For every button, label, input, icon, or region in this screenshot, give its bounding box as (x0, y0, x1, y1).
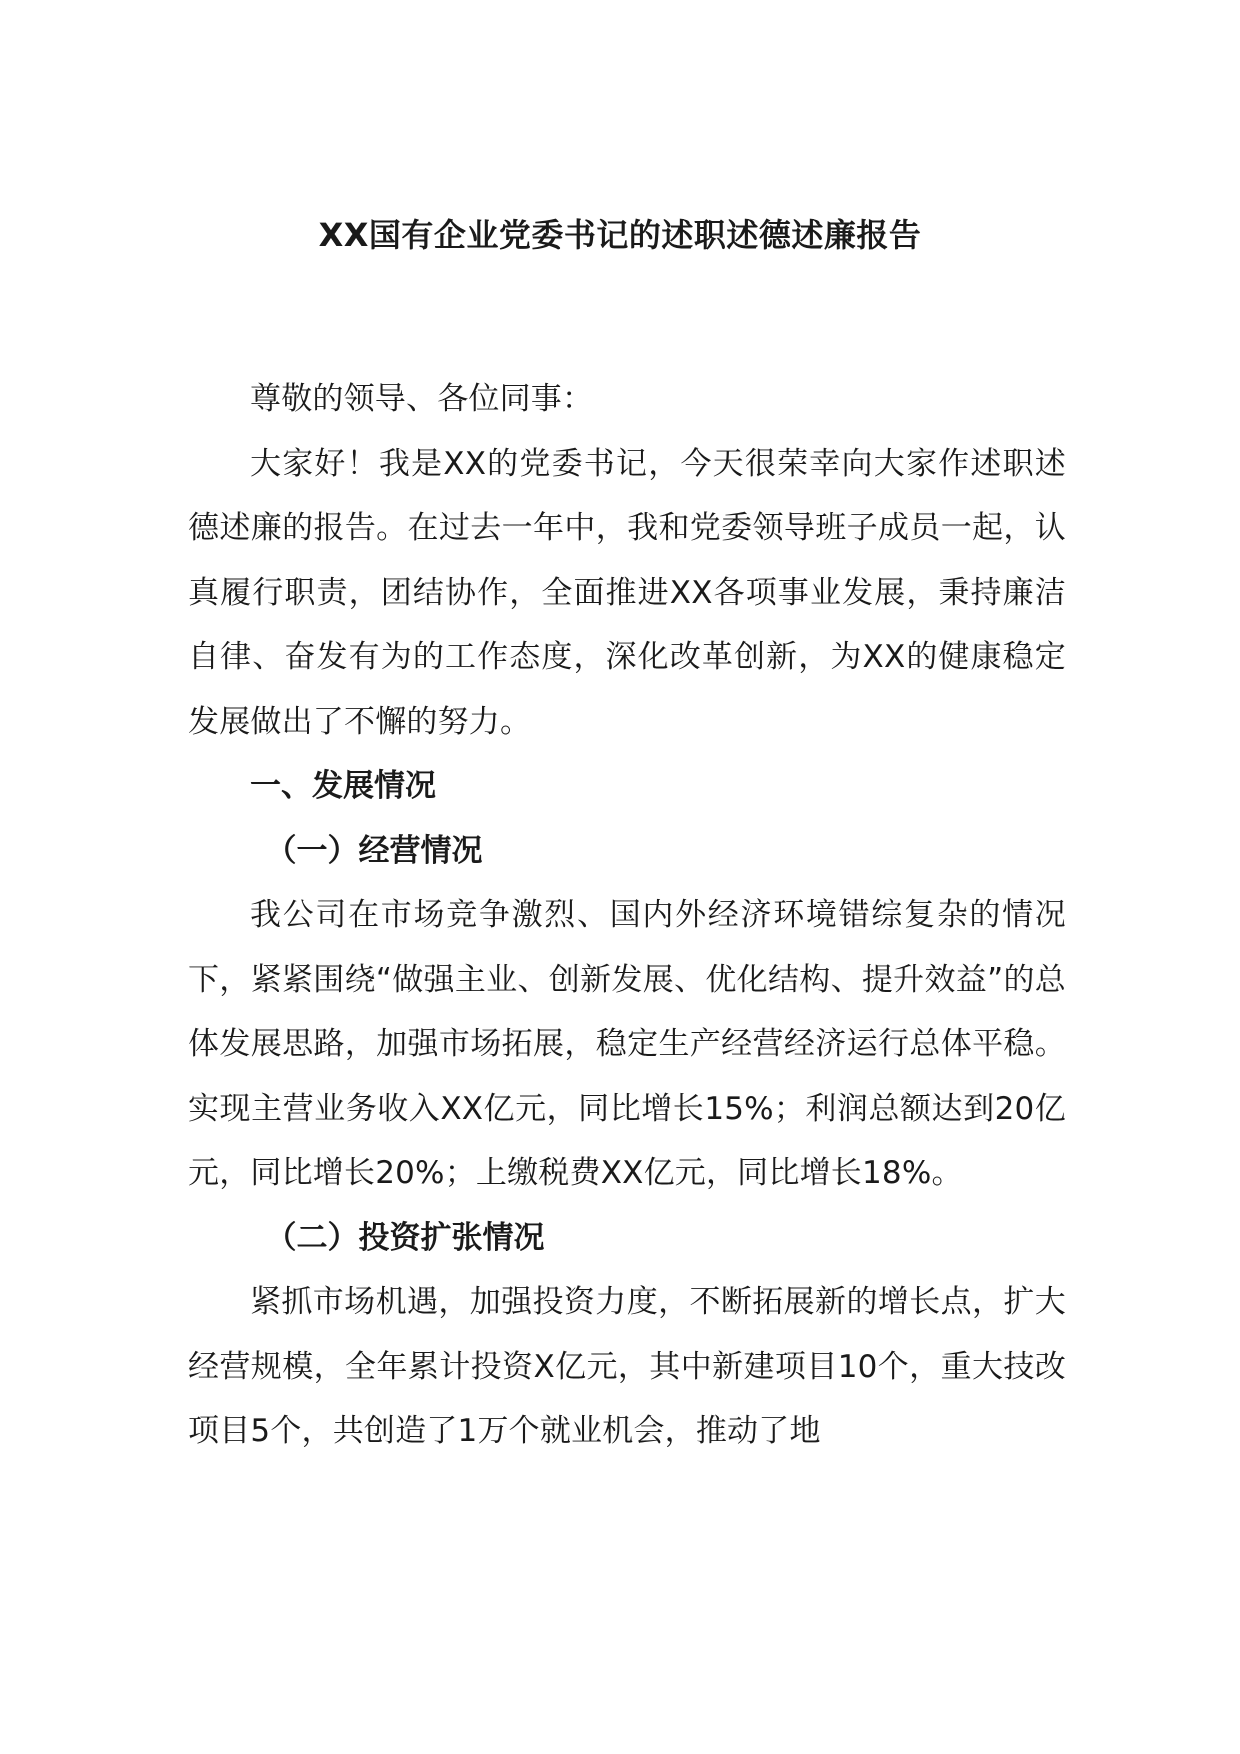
document-body (188, 367, 1066, 1464)
investment-paragraph: 紧抓市场机遇，加强投资力度，不断拓展新的增长点，扩大经营规模，全年累计投资X亿元，其中新建项目10个，重大技改项目5个，共创造了1万个就业机会，推动了地 (188, 1284, 1066, 1449)
document-title: XX国有企业党委书记的述职述德述廉报告 (318, 216, 922, 254)
operations-paragraph: 我公司在市场竞争激烈、国内外经济环境错综复杂的情况下，紧紧围绕“做强主业、创新发展、优化结构、提升效益”的总体发展思路，加强市场拓展，稳定生产经营经济运行总体平稳。实现主营业务收入XX亿元，同比增长15%；利润总额达到20亿元，同比增长20%；上缴税费XX亿元，同比增长18%。 (188, 897, 1066, 1191)
subsection-heading-operations: （一）经营情况 (265, 832, 483, 869)
greeting-paragraph: 尊敬的领导、各位同事： (250, 381, 594, 417)
section-heading-development: 一、发展情况 (250, 768, 436, 804)
subsection-heading-investment: （二）投资扩张情况 (265, 1219, 545, 1256)
intro-paragraph: 大家好！我是XX的党委书记，今天很荣幸向大家作述职述德述廉的报告。在过去一年中，我和党委领导班子成员一起，认真履行职责，团结协作，全面推进XX各项事业发展，秉持廉洁自律、奋发有为的工作态度，深化改革创新，为XX的健康稳定发展做出了不懈的努力。 (188, 445, 1066, 740)
